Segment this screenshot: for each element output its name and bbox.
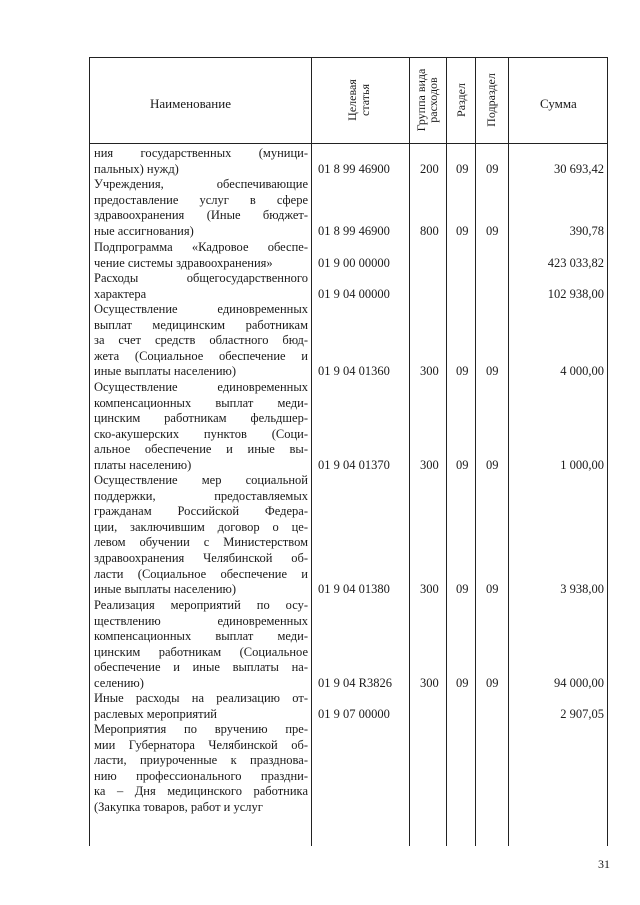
row-8-name-line: селению) bbox=[94, 675, 144, 690]
row-10-name-line: Мероприятия по вручению пре- bbox=[94, 722, 308, 736]
row-3-name-line: Подпрограмма «Кадровое обеспе- bbox=[94, 240, 308, 254]
row-7-subsection: 09 bbox=[486, 582, 499, 597]
row-1-name-line: пальных) нужд) bbox=[94, 161, 179, 176]
row-8-name-line: Реализация мероприятий по осу- bbox=[94, 598, 308, 612]
row-3-name-line: чение системы здравоохранения» bbox=[94, 255, 273, 270]
row-4-name-line: характера bbox=[94, 286, 147, 301]
row-8-name-line: компенсационных выплат меди- bbox=[94, 629, 308, 644]
row-10-name-line: ка – Дня медицинского работника bbox=[94, 784, 308, 799]
row-2-name-line: здравоохранения (Иные бюджет- bbox=[94, 208, 308, 223]
row-10-name-line: мии Губернатора Челябинской об- bbox=[94, 737, 308, 752]
row-1-name-line: ния государственных (муници- bbox=[94, 146, 308, 160]
row-6-name-line: платы населению) bbox=[94, 457, 192, 472]
row-4-name-line: Расходы общегосударственного bbox=[94, 271, 308, 285]
row-1-group: 200 bbox=[420, 161, 439, 176]
row-8-sum: 94 000,00 bbox=[554, 676, 604, 690]
row-8-code: 01 9 04 R3826 bbox=[318, 676, 392, 690]
row-2-group: 800 bbox=[420, 223, 439, 238]
row-7-code: 01 9 04 01380 bbox=[318, 582, 390, 597]
row-5-subsection: 09 bbox=[486, 364, 499, 379]
row-7-name bbox=[94, 473, 308, 598]
header-name: Наименование bbox=[150, 96, 231, 111]
row-3-name bbox=[94, 240, 308, 271]
col-divider-1 bbox=[311, 57, 312, 846]
row-6-section: 09 bbox=[456, 458, 469, 472]
row-2-sum: 390,78 bbox=[569, 223, 604, 238]
header-section: Раздел bbox=[454, 83, 468, 117]
row-7-name-line: ласти (Социальное обеспечение и bbox=[94, 566, 308, 581]
row-7-group: 300 bbox=[420, 582, 439, 597]
row-7-name-line: левом обучении с Министерством bbox=[94, 535, 308, 550]
row-6-group: 300 bbox=[420, 458, 439, 472]
row-10-name-line: нию профессионального праздни- bbox=[94, 768, 308, 783]
row-3-sum: 423 033,82 bbox=[547, 255, 604, 270]
row-8-name bbox=[94, 598, 308, 692]
row-4-code: 01 9 04 00000 bbox=[318, 286, 390, 301]
col-divider-2 bbox=[409, 57, 410, 846]
row-9-name-line: Иные расходы на реализацию от- bbox=[94, 691, 308, 705]
table-right-border bbox=[607, 57, 608, 846]
row-6-name-line: Осуществление единовременных bbox=[94, 380, 308, 394]
row-7-name-line: гражданам Российской Федера- bbox=[94, 504, 308, 519]
row-5-section: 09 bbox=[456, 364, 469, 379]
row-3-code: 01 9 00 00000 bbox=[318, 255, 390, 270]
table-top-border bbox=[89, 57, 608, 58]
row-8-name-line: цинским работникам (Социальное bbox=[94, 644, 308, 659]
row-7-name-line: иные выплаты населению) bbox=[94, 582, 237, 597]
row-6-name-line: альное обеспечение и иные вы- bbox=[94, 442, 308, 457]
table-left-border bbox=[89, 57, 90, 846]
row-5-name-line: выплат медицинским работникам bbox=[94, 317, 308, 332]
row-7-name-line: поддержки, предоставляемых bbox=[94, 488, 308, 503]
header-group: Группа вида расходов bbox=[414, 68, 440, 132]
header-target: Целевая статья bbox=[345, 79, 372, 121]
page-number: 31 bbox=[598, 857, 610, 871]
row-1-section: 09 bbox=[456, 161, 469, 176]
row-8-subsection: 09 bbox=[486, 676, 499, 690]
col-divider-4 bbox=[475, 57, 476, 846]
row-2-section: 09 bbox=[456, 223, 469, 238]
row-5-code: 01 9 04 01360 bbox=[318, 364, 390, 379]
row-7-name-line: ции, заключившим договор о це- bbox=[94, 519, 308, 534]
row-6-name-line: ско-акушерских пунктов (Соци- bbox=[94, 426, 308, 441]
row-5-group: 300 bbox=[420, 364, 439, 379]
row-8-name-line: ществлению единовременных bbox=[94, 613, 308, 628]
row-5-name bbox=[94, 302, 308, 380]
col-divider-3 bbox=[446, 57, 447, 846]
row-5-name-line: Осуществление единовременных bbox=[94, 302, 308, 316]
row-10-name-line: ласти, приуроченные к празднова- bbox=[94, 753, 308, 768]
row-5-name-line: иные выплаты населению) bbox=[94, 364, 237, 379]
col-divider-5 bbox=[508, 57, 509, 846]
row-2-code: 01 8 99 46900 bbox=[318, 223, 390, 238]
row-9-name bbox=[94, 691, 308, 722]
row-10-name bbox=[94, 722, 308, 816]
row-7-section: 09 bbox=[456, 582, 469, 597]
row-2-name-line: предоставление услуг в сфере bbox=[94, 192, 308, 207]
row-1-code: 01 8 99 46900 bbox=[318, 161, 390, 176]
row-6-sum: 1 000,00 bbox=[560, 458, 604, 472]
row-1-sum: 30 693,42 bbox=[554, 161, 604, 176]
row-2-subsection: 09 bbox=[486, 223, 499, 238]
row-2-name-line: ные ассигнования) bbox=[94, 223, 194, 238]
row-9-name-line: раслевых мероприятий bbox=[94, 706, 217, 721]
header-sum: Сумма bbox=[540, 96, 577, 111]
row-6-code: 01 9 04 01370 bbox=[318, 458, 390, 472]
row-5-name-line: за счет средств областного бюд- bbox=[94, 333, 308, 348]
row-6-name-line: компенсационных выплат меди- bbox=[94, 395, 308, 410]
row-5-name-line: жета (Социальное обеспечение и bbox=[94, 348, 308, 363]
row-9-code: 01 9 07 00000 bbox=[318, 706, 390, 721]
row-8-group: 300 bbox=[420, 676, 439, 690]
row-8-section: 09 bbox=[456, 676, 469, 690]
row-4-sum: 102 938,00 bbox=[547, 286, 604, 301]
row-4-name bbox=[94, 271, 308, 302]
row-6-name bbox=[94, 380, 308, 474]
row-2-name-line: Учреждения, обеспечивающие bbox=[94, 177, 308, 191]
row-1-name bbox=[94, 146, 308, 177]
row-8-name-line: обеспечение и иные выплаты на- bbox=[94, 660, 308, 675]
header-bottom-border bbox=[89, 143, 608, 144]
row-2-name bbox=[94, 177, 308, 239]
row-6-name-line: цинским работникам фельдшер- bbox=[94, 411, 308, 426]
row-9-sum: 2 907,05 bbox=[560, 706, 604, 721]
row-7-name-line: Осуществление мер социальной bbox=[94, 473, 308, 487]
row-6-subsection: 09 bbox=[486, 458, 499, 472]
row-1-subsection: 09 bbox=[486, 161, 499, 176]
row-7-name-line: здравоохранения Челябинской об- bbox=[94, 550, 308, 565]
row-5-sum: 4 000,00 bbox=[560, 364, 604, 379]
row-7-sum: 3 938,00 bbox=[560, 582, 604, 597]
header-subsection: Подраздел bbox=[484, 73, 498, 127]
row-10-name-line: (Закупка товаров, работ и услуг bbox=[94, 799, 263, 814]
